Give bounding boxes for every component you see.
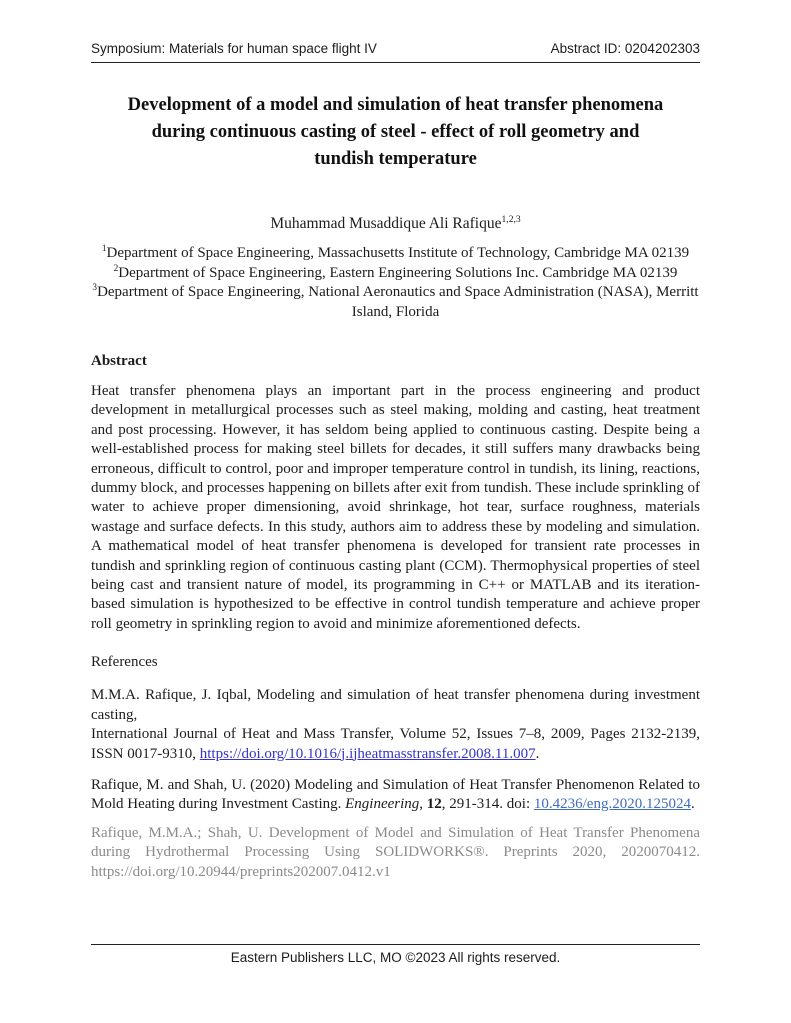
reference-1-journal-text: International Journal of Heat and Mass Transfer, Volume 52, Issues 7–8, 2009, Pages 2132-2139, ISSN 0017-9310, xyxy=(91,726,700,762)
affiliation-1 xyxy=(91,244,700,264)
author-affiliation-superscript: 1,2,3 xyxy=(501,213,521,225)
affiliation-3-text: Department of Space Engineering, National Aeronautics and Space Administration (NASA), Merritt Island, Florida xyxy=(97,284,699,320)
main-content xyxy=(91,92,700,882)
reference-2-doi-label: doi: xyxy=(506,796,534,813)
paper-title-line-3: tundish temperature xyxy=(314,149,477,169)
reference-2 xyxy=(91,776,700,815)
affiliation-3-superscript: 3 xyxy=(92,283,98,293)
author-line xyxy=(91,214,700,234)
references-heading: References xyxy=(91,654,158,671)
reference-2-separator-1: , xyxy=(419,796,427,813)
author-name: Muhammad Musaddique Ali Rafique xyxy=(270,215,502,232)
header-abstract-id: Abstract ID: 0204202303 xyxy=(550,41,700,56)
reference-1-period: . xyxy=(535,745,540,762)
abstract-body: Heat transfer phenomena plays an important part in the process engineering and product development in metallurgical processes such as steel making, molding and casting, heat treatment and post processing. However, it has seldom being applied to continuous casting. Despite being a well-established process for making steel billets for decades, it still suffers many drawbacks being erroneous, difficult to control, poor and improper temperature control in tundish, its lining, reactions, dummy block, and processes happening on billets after exit from tundish. These include sprinkling of water to achieve proper dimensioning, avoid shrinkage, hot tear, surface roughness, materials wastage and surface defects. In this study, authors aim to address these by modeling and simulation. A mathematical model of heat transfer phenomena is developed for transient rate processes in tundish and sprinkling region of continuous casting plant (CCM). Thermophysical properties of steel being cast and transient nature of model, its programming in C++ or MATLAB and its iteration-based simulation is hypothesized to be effective in control tundish temperature and achieve proper roll geometry in sprinkling region to avoid and minimize aforementioned defects. xyxy=(91,383,700,632)
affiliation-2-text: Department of Space Engineering, Eastern Engineering Solutions Inc. Cambridge MA 02139 xyxy=(118,264,678,281)
affiliation-1-superscript: 1 xyxy=(101,244,107,254)
affiliation-2-superscript: 2 xyxy=(113,263,119,274)
reference-2-doi-group xyxy=(507,796,695,812)
reference-2-volume: 12 xyxy=(426,796,442,813)
reference-2-doi-link[interactable]: 10.4236/eng.2020.125024 xyxy=(533,796,691,813)
reference-1-journal-line xyxy=(91,725,700,764)
affiliation-1-text: Department of Space Engineering, Massachusetts Institute of Technology, Cambridge MA 02139 xyxy=(106,245,690,261)
reference-1 xyxy=(91,686,700,764)
header-symposium-label: Symposium: Materials for human space flight IV xyxy=(91,41,377,56)
affiliation-3 xyxy=(91,283,700,322)
affiliation-2 xyxy=(91,264,700,284)
reference-2-period: . xyxy=(690,796,695,813)
reference-2-journal-name: Engineering xyxy=(345,796,420,813)
paper-title-line-2: during continuous casting of steel - effect of roll geometry and xyxy=(151,122,640,142)
reference-3: Rafique, M.M.A.; Shah, U. Development of Model and Simulation of Heat Transfer Phenomena during Hydrothermal Processing Using SOLIDWORKS®. Preprints 2020, 2020070412. https://doi.org/10.20944/preprints202007.0412.v1 xyxy=(91,824,700,880)
affiliations-block xyxy=(91,244,700,322)
reference-2-pages: , 291-314. xyxy=(441,796,507,813)
paper-title xyxy=(91,92,700,173)
reference-1-doi-link[interactable]: https://doi.org/10.1016/j.ijheatmasstransfer.2008.11.007 xyxy=(199,745,536,762)
footer-copyright-text: Eastern Publishers LLC, MO ©2023 All rights reserved. xyxy=(230,950,561,965)
abstract-heading: Abstract xyxy=(91,353,147,369)
paper-title-line-1: Development of a model and simulation of heat transfer phenomena xyxy=(127,95,664,115)
page-footer xyxy=(91,944,700,965)
reference-1-citation-line: M.M.A. Rafique, J. Iqbal, Modeling and simulation of heat transfer phenomena during investment casting, xyxy=(91,687,700,723)
page-header xyxy=(91,41,700,63)
reference-2-citation-text: Rafique, M. and Shah, U. (2020) Modeling and Simulation of Heat Transfer Phenomenon Related to Mold Heating during Investment Casting. xyxy=(91,776,700,813)
